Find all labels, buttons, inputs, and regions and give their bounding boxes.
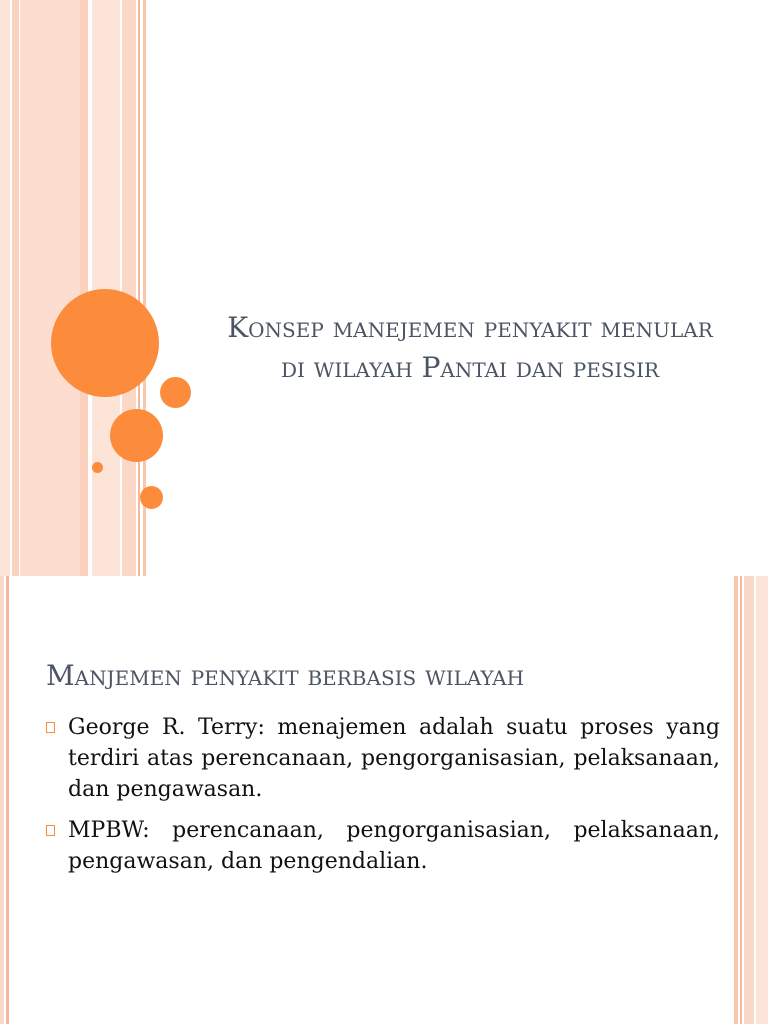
list-item: [46, 815, 720, 877]
decorative-circle-tiny: [92, 462, 103, 473]
decorative-circle-medium: [110, 409, 163, 462]
decorative-stripe: [734, 576, 738, 1024]
decorative-stripe: [138, 0, 140, 576]
square-bullet-icon: [46, 825, 55, 836]
square-bullet-icon: [46, 722, 55, 733]
decorative-stripe: [0, 576, 4, 1024]
decorative-stripe: [122, 0, 136, 576]
decorative-stripe: [12, 0, 19, 576]
decorative-circle-small: [160, 377, 191, 408]
decorative-stripe: [6, 576, 9, 1024]
decorative-stripe: [20, 0, 80, 576]
slide-title: Konsep manejemen penyakit menular di wilayah Pantai dan pesisir: [227, 311, 713, 384]
decorative-stripe: [740, 576, 742, 1024]
decorative-circle-small: [140, 486, 163, 509]
decorative-stripe: [756, 576, 768, 1024]
slide-title: Manjemen penyakit berbasis wilayah: [46, 659, 525, 692]
decorative-stripe: [0, 0, 10, 576]
decorative-stripe: [80, 0, 88, 576]
content-slide: [0, 576, 768, 1024]
bullet-text: MPBW: perencanaan, pengorganisasian, pelaksanaan, pengawasan, dan pengendalian.: [68, 818, 720, 874]
bullet-list: [46, 712, 720, 887]
bullet-text: George R. Terry: menajemen adalah suatu proses yang terdiri atas perencanaan, pengorganisasian, pelaksanaan, dan pengawasan.: [68, 715, 720, 802]
decorative-stripe: [744, 576, 754, 1024]
decorative-circle-large: [51, 289, 159, 397]
list-item: [46, 712, 720, 805]
decorative-stripe: [92, 0, 120, 576]
